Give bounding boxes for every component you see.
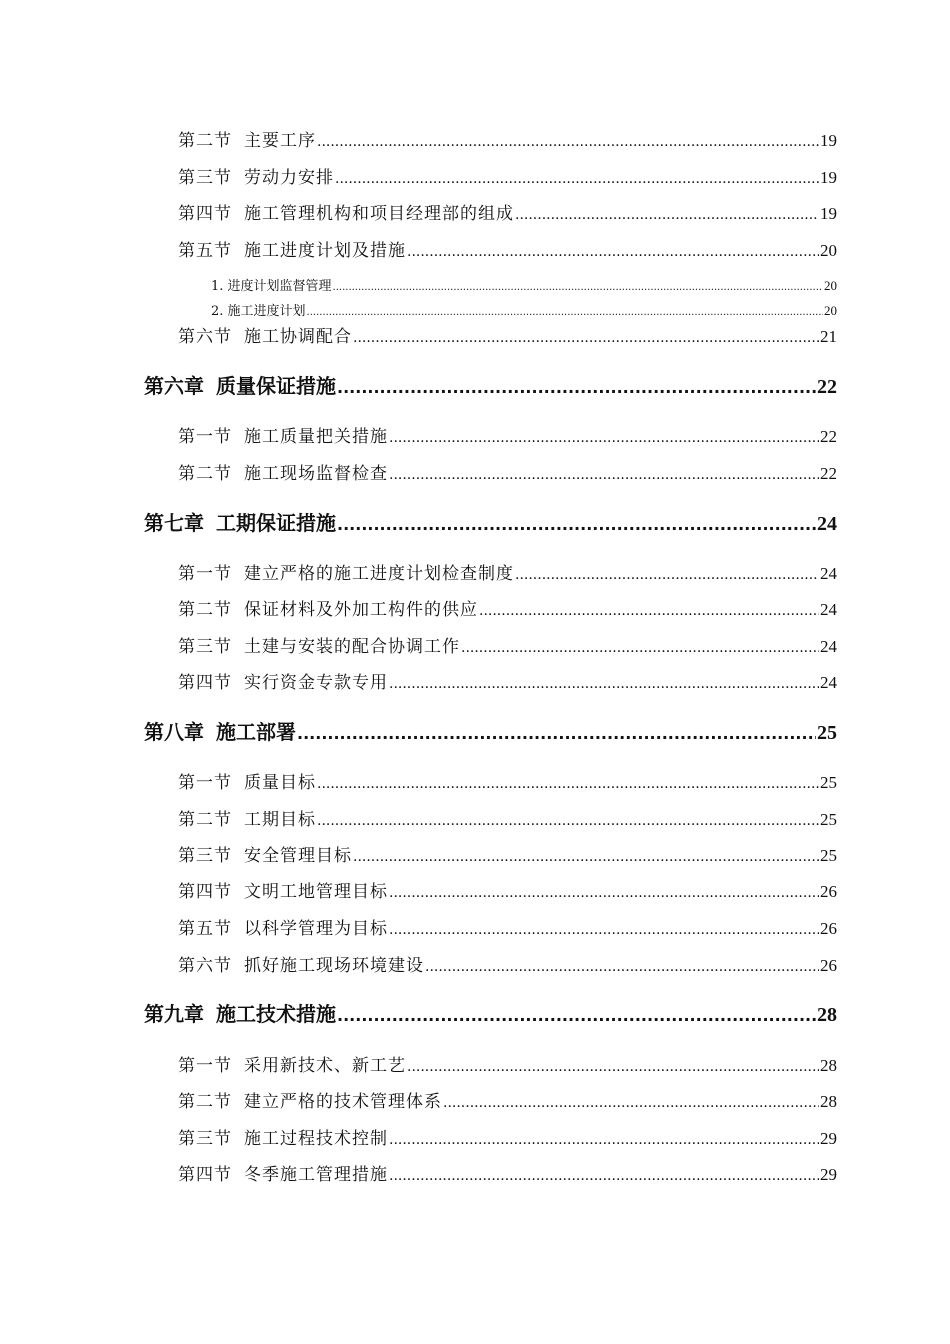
dot-leader	[335, 168, 819, 188]
page-number: 25	[817, 722, 837, 744]
page-number: 26	[820, 956, 837, 975]
chapter-title: 施工技术措施	[216, 1002, 336, 1026]
toc-entry-section[interactable]	[178, 668, 837, 693]
section-title: 文明工地管理目标	[244, 882, 388, 902]
section-title: 质量目标	[244, 773, 316, 793]
section-title: 抓好施工现场环境建设	[244, 956, 424, 976]
toc-entry-section[interactable]	[178, 595, 837, 620]
toc-entry-chapter[interactable]	[144, 716, 837, 745]
dot-leader	[337, 374, 816, 398]
toc-entry-section[interactable]	[178, 914, 837, 939]
page-number: 19	[820, 204, 837, 223]
section-label: 第四节	[178, 673, 232, 693]
section-label: 第一节	[178, 773, 232, 793]
page-number: 20	[820, 241, 837, 260]
section-label: 第二节	[178, 464, 232, 484]
toc-entry-section[interactable]	[178, 951, 837, 976]
section-label: 第三节	[178, 637, 232, 657]
dot-leader	[389, 427, 819, 447]
section-label: 第五节	[178, 919, 232, 939]
section-title: 施工进度计划及措施	[244, 241, 406, 261]
chapter-title: 工期保证措施	[216, 511, 336, 535]
toc-entry-section[interactable]	[178, 877, 837, 902]
toc-entry-section[interactable]	[178, 1087, 837, 1112]
section-title: 以科学管理为目标	[244, 919, 388, 939]
dot-leader	[353, 846, 819, 866]
section-title: 冬季施工管理措施	[244, 1165, 388, 1185]
chapter-label: 第九章	[144, 1002, 204, 1026]
page-number: 25	[820, 773, 837, 792]
chapter-label: 第七章	[144, 511, 204, 535]
toc-entry-section[interactable]	[178, 163, 837, 188]
section-title: 主要工序	[244, 131, 316, 151]
dot-leader	[443, 1092, 819, 1112]
section-label: 第二节	[178, 810, 232, 830]
chapter-title: 质量保证措施	[216, 374, 336, 398]
section-label: 第五节	[178, 241, 232, 261]
page-number: 21	[820, 327, 837, 346]
toc-entry-section[interactable]	[178, 322, 837, 347]
toc-entry-section[interactable]	[178, 236, 837, 261]
dot-leader	[337, 1002, 816, 1026]
toc-entry-chapter[interactable]	[144, 998, 837, 1027]
toc-entry-section[interactable]	[178, 632, 837, 657]
page-number: 20	[824, 303, 837, 318]
dot-leader	[307, 304, 823, 319]
chapter-label: 第八章	[144, 720, 204, 744]
page-number: 24	[820, 673, 837, 692]
toc-entry-subsection[interactable]	[211, 275, 837, 294]
dot-leader	[317, 131, 819, 151]
dot-leader	[317, 773, 819, 793]
toc-entry-section[interactable]	[178, 199, 837, 224]
section-title: 建立严格的施工进度计划检查制度	[244, 564, 514, 584]
dot-leader	[389, 1165, 819, 1185]
dot-leader	[515, 204, 819, 224]
page-number: 29	[820, 1129, 837, 1148]
page-number: 20	[824, 278, 837, 293]
page-number: 22	[820, 427, 837, 446]
page-number: 24	[817, 513, 837, 535]
section-label: 第三节	[178, 1129, 232, 1149]
section-label: 第二节	[178, 600, 232, 620]
section-title: 施工现场监督检查	[244, 464, 388, 484]
toc-entry-section[interactable]	[178, 1160, 837, 1185]
toc-entry-section[interactable]	[178, 422, 837, 447]
section-title: 实行资金专款专用	[244, 673, 388, 693]
section-label: 第二节	[178, 131, 232, 151]
page-number: 25	[820, 810, 837, 829]
section-label: 第六节	[178, 956, 232, 976]
dot-leader	[389, 882, 819, 902]
page-number: 28	[820, 1092, 837, 1111]
section-label: 第一节	[178, 1056, 232, 1076]
dot-leader	[333, 279, 823, 294]
section-title: 施工质量把关措施	[244, 427, 388, 447]
toc-entry-section[interactable]	[178, 768, 837, 793]
dot-leader	[389, 673, 819, 693]
subsection-title: 1. 进度计划监督管理	[211, 279, 332, 294]
page-number: 26	[820, 919, 837, 938]
section-label: 第四节	[178, 882, 232, 902]
toc-entry-section[interactable]	[178, 1124, 837, 1149]
dot-leader	[407, 1056, 819, 1076]
section-title: 建立严格的技术管理体系	[244, 1092, 442, 1112]
section-title: 劳动力安排	[244, 168, 334, 188]
dot-leader	[353, 327, 819, 347]
dot-leader	[425, 956, 819, 976]
dot-leader	[461, 637, 819, 657]
section-label: 第四节	[178, 1165, 232, 1185]
dot-leader	[389, 1129, 819, 1149]
section-label: 第二节	[178, 1092, 232, 1112]
dot-leader	[317, 810, 819, 830]
dot-leader	[407, 241, 819, 261]
subsection-title: 2. 施工进度计划	[211, 304, 306, 319]
dot-leader	[297, 720, 816, 744]
section-label: 第一节	[178, 427, 232, 447]
toc-entry-section[interactable]	[178, 841, 837, 866]
toc-entry-section[interactable]	[178, 559, 837, 584]
section-title: 工期目标	[244, 810, 316, 830]
section-label: 第四节	[178, 204, 232, 224]
section-title: 采用新技术、新工艺	[244, 1056, 406, 1076]
section-label: 第三节	[178, 846, 232, 866]
section-label: 第三节	[178, 168, 232, 188]
chapter-title: 施工部署	[216, 720, 296, 744]
toc-entry-subsection[interactable]	[211, 300, 837, 319]
page-number: 24	[820, 637, 837, 656]
section-title: 施工过程技术控制	[244, 1129, 388, 1149]
page-number: 24	[820, 564, 837, 583]
page-number: 24	[820, 600, 837, 619]
page-number: 26	[820, 882, 837, 901]
dot-leader	[389, 919, 819, 939]
dot-leader	[479, 600, 819, 620]
page-number: 28	[817, 1004, 837, 1026]
dot-leader	[389, 464, 819, 484]
dot-leader	[515, 564, 819, 584]
page-number: 19	[820, 168, 837, 187]
section-label: 第六节	[178, 327, 232, 347]
section-title: 安全管理目标	[244, 846, 352, 866]
section-title: 施工协调配合	[244, 327, 352, 347]
section-title: 保证材料及外加工构件的供应	[244, 600, 478, 620]
page-number: 28	[820, 1056, 837, 1075]
page-number: 22	[817, 376, 837, 398]
dot-leader	[337, 511, 816, 535]
toc-entry-section[interactable]	[178, 126, 837, 151]
page-number: 25	[820, 846, 837, 865]
section-label: 第一节	[178, 564, 232, 584]
chapter-label: 第六章	[144, 374, 204, 398]
page-number: 19	[820, 131, 837, 150]
section-title: 土建与安装的配合协调工作	[244, 637, 460, 657]
page-number: 29	[820, 1165, 837, 1184]
toc-entry-section[interactable]	[178, 1051, 837, 1076]
toc-entry-section[interactable]	[178, 459, 837, 484]
page-number: 22	[820, 464, 837, 483]
section-title: 施工管理机构和项目经理部的组成	[244, 204, 514, 224]
toc-entry-chapter[interactable]	[144, 370, 837, 399]
toc-entry-section[interactable]	[178, 805, 837, 830]
toc-entry-chapter[interactable]	[144, 507, 837, 536]
